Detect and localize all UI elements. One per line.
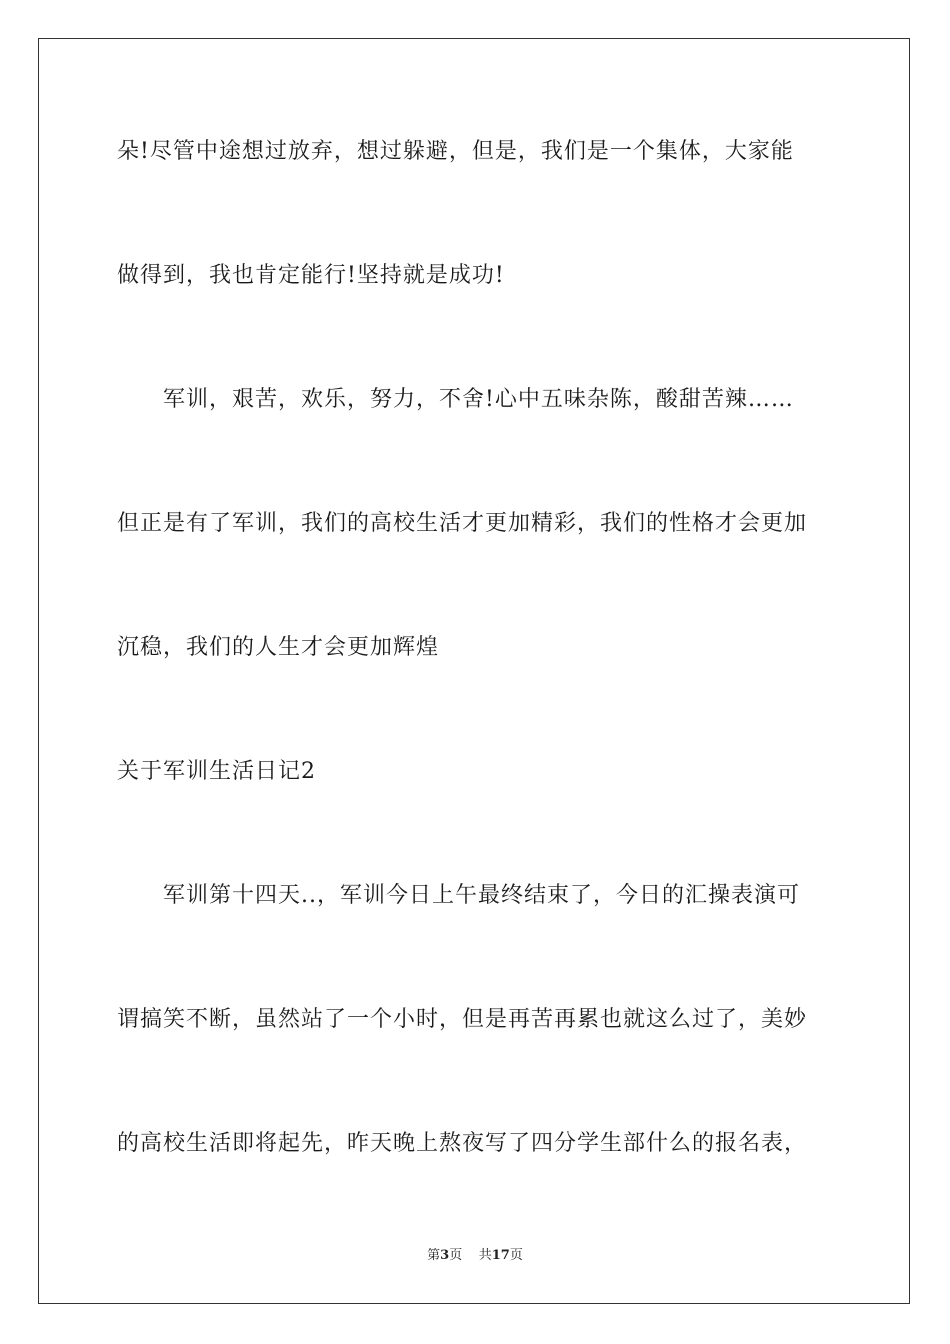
body-text-line: 谓搞笑不断，虽然站了一个小时，但是再苦再累也就这么过了，美妙	[117, 1007, 808, 1032]
body-text-line: 军训第十四天..，军训今日上午最终结束了，今日的汇操表演可	[163, 883, 800, 908]
page-border	[38, 38, 910, 1304]
page-footer	[0, 1247, 950, 1265]
page-prefix: 第	[427, 1248, 441, 1263]
body-text-line: 军训，艰苦，欢乐，努力，不舍!心中五味杂陈，酸甜苦辣……	[163, 387, 794, 412]
total-prefix: 共	[478, 1248, 492, 1263]
total-suffix: 页	[509, 1248, 523, 1263]
body-text-line: 的高校生活即将起先，昨天晚上熬夜写了四分学生部什么的报名表，	[117, 1131, 808, 1156]
section-heading: 关于军训生活日记2	[117, 759, 316, 784]
body-text-line: 沉稳，我们的人生才会更加辉煌	[117, 635, 440, 660]
page-suffix: 页	[449, 1248, 463, 1263]
body-text-line: 做得到，我也肯定能行!坚持就是成功!	[117, 263, 505, 288]
page-number: 3	[440, 1248, 450, 1263]
total-pages: 17	[491, 1248, 510, 1263]
body-text-line: 朵!尽管中途想过放弃，想过躲避，但是，我们是一个集体，大家能	[117, 139, 794, 164]
body-text-line: 但正是有了军训，我们的高校生活才更加精彩，我们的性格才会更加	[117, 511, 808, 536]
